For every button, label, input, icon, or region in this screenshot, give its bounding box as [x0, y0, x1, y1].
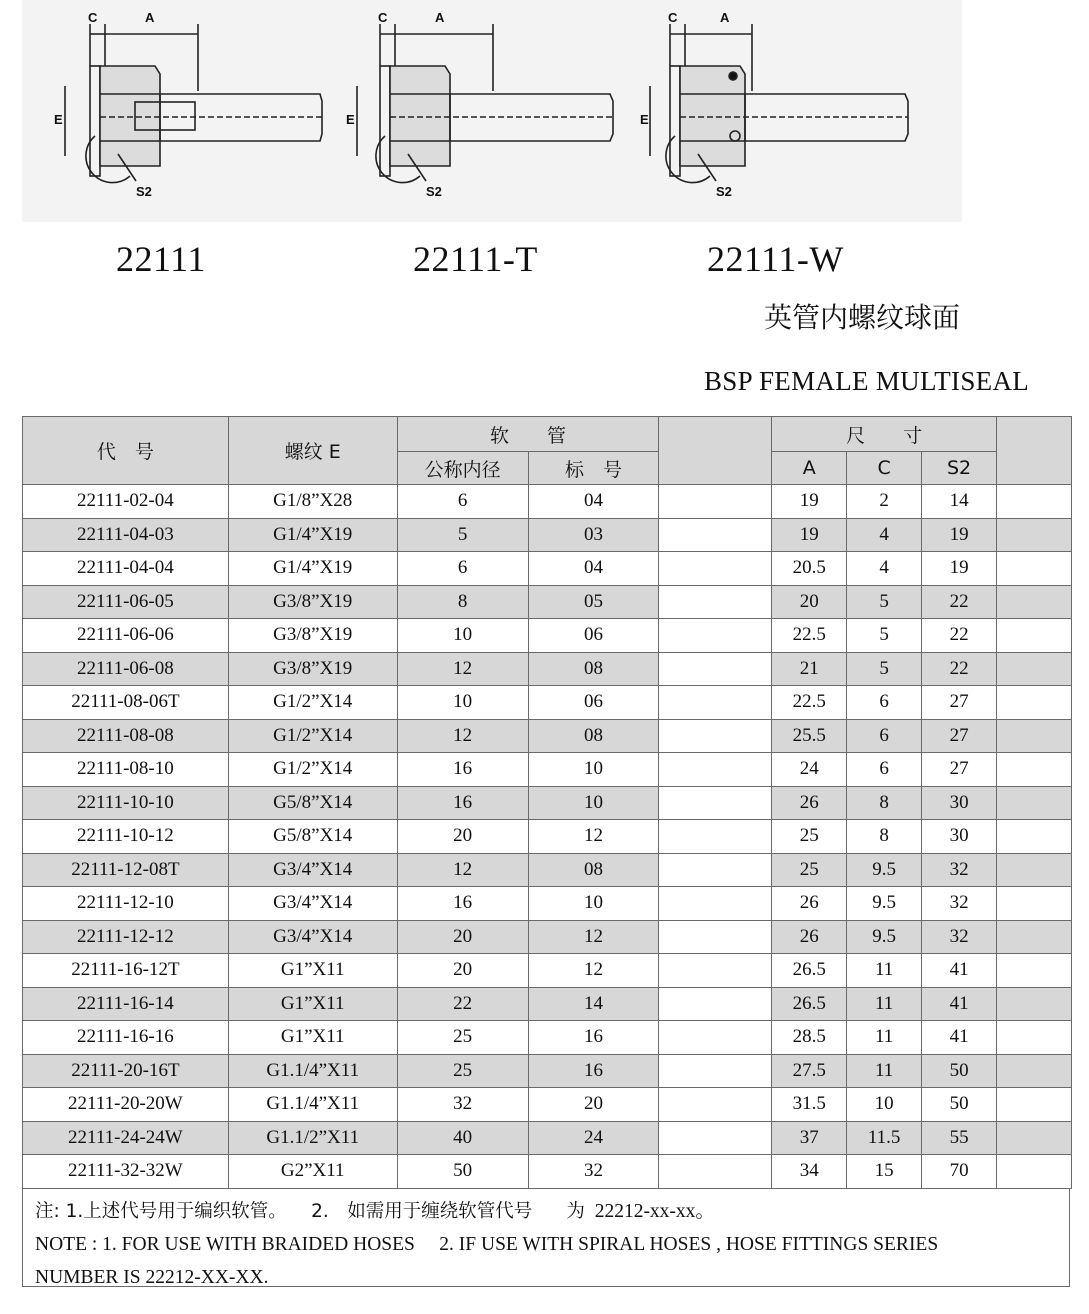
cell-blank — [659, 518, 772, 552]
cell-dim-s2: 14 — [922, 485, 997, 519]
model-label-22111: 22111 — [116, 239, 206, 279]
cell-dim-c: 5 — [847, 585, 922, 619]
cell-code: 22111-08-08 — [23, 719, 229, 753]
table-row — [23, 1088, 1072, 1122]
cell-code: 22111-06-06 — [23, 619, 229, 653]
cell-thread: G5/8”X14 — [228, 820, 397, 854]
table-row — [23, 820, 1072, 854]
table-row — [23, 518, 1072, 552]
cell-blank — [659, 585, 772, 619]
note-cn-3: 为 — [566, 1201, 585, 1222]
header-thread: 螺纹 E — [228, 417, 397, 485]
table-row — [23, 1121, 1072, 1155]
cell-blank — [659, 786, 772, 820]
cell-thread: G3/4”X14 — [228, 920, 397, 954]
cell-code: 22111-16-16 — [23, 1021, 229, 1055]
cell-dim-s2: 27 — [922, 719, 997, 753]
table-row — [23, 552, 1072, 586]
table-row — [23, 1021, 1072, 1055]
cell-blank — [659, 719, 772, 753]
cell-blank — [659, 1021, 772, 1055]
spec-table — [22, 416, 1072, 1189]
table-row — [23, 954, 1072, 988]
cell-blank — [659, 1054, 772, 1088]
cell-thread: G1/2”X14 — [228, 686, 397, 720]
cell-dim-c: 11.5 — [847, 1121, 922, 1155]
cell-dim-c: 9.5 — [847, 920, 922, 954]
dim-a-label: A — [720, 10, 730, 25]
cell-thread: G2”X11 — [228, 1155, 397, 1189]
dim-a-label: A — [145, 10, 155, 25]
table-row — [23, 853, 1072, 887]
cell-code: 22111-08-06T — [23, 686, 229, 720]
cell-dim-a: 34 — [772, 1155, 847, 1189]
table-row — [23, 987, 1072, 1021]
cell-code: 22111-20-20W — [23, 1088, 229, 1122]
note-en-line-1: NOTE : 1. FOR USE WITH BRAIDED HOSES 2. IF USE WITH SPIRAL HOSES , HOSE FITTINGS SERIES — [35, 1234, 939, 1255]
cell-code: 22111-08-10 — [23, 753, 229, 787]
header-dims: 尺 寸 — [772, 417, 997, 452]
cell-code: 22111-10-12 — [23, 820, 229, 854]
dim-e-label: E — [640, 112, 649, 127]
cell-blank-right — [997, 853, 1072, 887]
cell-dim-s2: 41 — [922, 954, 997, 988]
cell-blank — [659, 920, 772, 954]
cell-blank — [659, 1088, 772, 1122]
cell-dim-s2: 30 — [922, 786, 997, 820]
cell-thread: G1/8”X28 — [228, 485, 397, 519]
cell-dim-s2: 30 — [922, 820, 997, 854]
cell-dim-c: 10 — [847, 1088, 922, 1122]
table-row — [23, 1054, 1072, 1088]
cell-blank-right — [997, 820, 1072, 854]
dim-c-label: C — [378, 10, 388, 25]
cell-dim-a: 31.5 — [772, 1088, 847, 1122]
cell-dim-c: 6 — [847, 686, 922, 720]
cell-hose-mark: 10 — [528, 786, 659, 820]
cell-hose-id: 22 — [397, 987, 528, 1021]
cell-thread: G1/2”X14 — [228, 753, 397, 787]
fitting-drawing-22111 — [50, 6, 340, 211]
cell-dim-a: 25 — [772, 820, 847, 854]
cell-dim-a: 26.5 — [772, 987, 847, 1021]
cell-hose-id: 16 — [397, 786, 528, 820]
cell-blank-right — [997, 1088, 1072, 1122]
fitting-drawing-22111-w — [640, 6, 930, 211]
cell-hose-id: 50 — [397, 1155, 528, 1189]
dim-a-label: A — [435, 10, 445, 25]
cell-blank-right — [997, 686, 1072, 720]
cell-dim-s2: 32 — [922, 887, 997, 921]
cell-blank — [659, 1155, 772, 1189]
cell-blank-right — [997, 552, 1072, 586]
cell-code: 22111-12-08T — [23, 853, 229, 887]
cell-blank-right — [997, 619, 1072, 653]
cell-hose-mark: 12 — [528, 920, 659, 954]
cell-thread: G1.1/4”X11 — [228, 1054, 397, 1088]
cell-dim-c: 11 — [847, 987, 922, 1021]
cell-dim-c: 5 — [847, 652, 922, 686]
cell-blank-right — [997, 987, 1072, 1021]
cell-dim-a: 26 — [772, 887, 847, 921]
fitting-drawing-22111-t — [345, 6, 635, 211]
table-row — [23, 1155, 1072, 1189]
header-hose-id: 公称内径 — [397, 452, 528, 485]
table-row — [23, 485, 1072, 519]
cell-hose-id: 16 — [397, 887, 528, 921]
cell-hose-mark: 08 — [528, 719, 659, 753]
cell-hose-id: 5 — [397, 518, 528, 552]
notes-box — [22, 1189, 1070, 1287]
cell-thread: G1”X11 — [228, 987, 397, 1021]
cell-thread: G3/8”X19 — [228, 652, 397, 686]
cell-blank-right — [997, 753, 1072, 787]
cell-thread: G3/8”X19 — [228, 619, 397, 653]
spec-table-body — [23, 485, 1072, 1189]
cell-dim-a: 26 — [772, 920, 847, 954]
note-cn-1: 注: 1.上述代号用于编织软管。 — [35, 1201, 287, 1222]
cell-dim-c: 8 — [847, 786, 922, 820]
note-en-line-2: NUMBER IS 22212-XX-XX. — [35, 1267, 269, 1288]
cell-hose-mark: 16 — [528, 1054, 659, 1088]
cell-dim-c: 5 — [847, 619, 922, 653]
cell-blank — [659, 853, 772, 887]
cell-hose-id: 20 — [397, 920, 528, 954]
dim-s2-label: S2 — [136, 184, 152, 199]
drawing-22111-t — [345, 6, 635, 211]
cell-code: 22111-16-12T — [23, 954, 229, 988]
cell-code: 22111-06-08 — [23, 652, 229, 686]
cell-dim-s2: 32 — [922, 853, 997, 887]
header-dim-s2: S2 — [922, 452, 997, 485]
cell-dim-a: 22.5 — [772, 619, 847, 653]
dim-e-label: E — [54, 112, 63, 127]
cell-dim-s2: 50 — [922, 1054, 997, 1088]
cell-dim-a: 19 — [772, 485, 847, 519]
cell-dim-c: 2 — [847, 485, 922, 519]
cell-blank — [659, 1121, 772, 1155]
header-code: 代 号 — [23, 417, 229, 485]
cell-code: 22111-32-32W — [23, 1155, 229, 1189]
cell-hose-id: 16 — [397, 753, 528, 787]
cell-thread: G1/4”X19 — [228, 552, 397, 586]
cell-blank-right — [997, 518, 1072, 552]
cell-dim-s2: 19 — [922, 518, 997, 552]
cell-hose-mark: 10 — [528, 753, 659, 787]
cell-dim-s2: 70 — [922, 1155, 997, 1189]
cell-hose-mark: 12 — [528, 954, 659, 988]
cell-code: 22111-12-10 — [23, 887, 229, 921]
cell-hose-id: 25 — [397, 1054, 528, 1088]
dim-c-label: C — [668, 10, 678, 25]
cell-blank — [659, 686, 772, 720]
table-row — [23, 719, 1072, 753]
cell-dim-c: 11 — [847, 1054, 922, 1088]
cell-hose-id: 12 — [397, 652, 528, 686]
cell-hose-mark: 08 — [528, 652, 659, 686]
cell-dim-a: 19 — [772, 518, 847, 552]
cell-blank — [659, 820, 772, 854]
cell-blank-right — [997, 652, 1072, 686]
cell-dim-s2: 22 — [922, 585, 997, 619]
drawing-22111 — [50, 6, 340, 211]
cell-dim-a: 24 — [772, 753, 847, 787]
cell-hose-mark: 03 — [528, 518, 659, 552]
cell-thread: G1”X11 — [228, 1021, 397, 1055]
cell-dim-a: 27.5 — [772, 1054, 847, 1088]
cell-dim-a: 20 — [772, 585, 847, 619]
cell-hose-mark: 12 — [528, 820, 659, 854]
dim-c-label: C — [88, 10, 98, 25]
table-row — [23, 753, 1072, 787]
dim-s2-label: S2 — [716, 184, 732, 199]
cell-blank — [659, 887, 772, 921]
cell-blank-right — [997, 1054, 1072, 1088]
cell-blank — [659, 954, 772, 988]
drawing-22111-w — [640, 6, 930, 211]
cell-code: 22111-06-05 — [23, 585, 229, 619]
cell-hose-id: 20 — [397, 820, 528, 854]
cell-dim-c: 9.5 — [847, 887, 922, 921]
cell-dim-c: 11 — [847, 1021, 922, 1055]
cell-code: 22111-16-14 — [23, 987, 229, 1021]
cell-blank-right — [997, 1155, 1072, 1189]
cell-hose-id: 10 — [397, 686, 528, 720]
header-hose: 软 管 — [397, 417, 659, 452]
cell-dim-s2: 32 — [922, 920, 997, 954]
cell-dim-a: 28.5 — [772, 1021, 847, 1055]
cell-dim-a: 37 — [772, 1121, 847, 1155]
cell-hose-mark: 06 — [528, 686, 659, 720]
cell-hose-mark: 08 — [528, 853, 659, 887]
cell-dim-s2: 22 — [922, 619, 997, 653]
cell-thread: G1/2”X14 — [228, 719, 397, 753]
cell-dim-s2: 27 — [922, 686, 997, 720]
cell-blank-right — [997, 1121, 1072, 1155]
cell-dim-s2: 22 — [922, 652, 997, 686]
cell-hose-id: 6 — [397, 485, 528, 519]
cell-hose-id: 12 — [397, 719, 528, 753]
dim-e-label: E — [346, 112, 355, 127]
cell-blank-right — [997, 887, 1072, 921]
cell-hose-mark: 16 — [528, 1021, 659, 1055]
cell-hose-id: 8 — [397, 585, 528, 619]
cell-dim-c: 4 — [847, 518, 922, 552]
cell-code: 22111-02-04 — [23, 485, 229, 519]
cell-code: 22111-10-10 — [23, 786, 229, 820]
cell-hose-mark: 20 — [528, 1088, 659, 1122]
header-dim-a: A — [772, 452, 847, 485]
cell-thread: G3/4”X14 — [228, 853, 397, 887]
cell-blank — [659, 987, 772, 1021]
cell-blank — [659, 485, 772, 519]
model-label-22111-t: 22111-T — [413, 239, 538, 279]
dim-s2-label: S2 — [426, 184, 442, 199]
cell-dim-c: 11 — [847, 954, 922, 988]
note-cn-2: 2. 如需用于缠绕软管代号 — [311, 1201, 533, 1222]
cell-hose-mark: 32 — [528, 1155, 659, 1189]
cell-hose-mark: 05 — [528, 585, 659, 619]
table-row — [23, 686, 1072, 720]
cell-dim-s2: 41 — [922, 1021, 997, 1055]
cell-blank — [659, 753, 772, 787]
cell-thread: G1.1/4”X11 — [228, 1088, 397, 1122]
cell-hose-id: 25 — [397, 1021, 528, 1055]
cell-dim-s2: 27 — [922, 753, 997, 787]
cell-thread: G1.1/2”X11 — [228, 1121, 397, 1155]
cell-thread: G1/4”X19 — [228, 518, 397, 552]
cell-blank — [659, 619, 772, 653]
cell-dim-c: 6 — [847, 719, 922, 753]
cell-blank-right — [997, 920, 1072, 954]
cell-dim-a: 20.5 — [772, 552, 847, 586]
cell-dim-a: 25 — [772, 853, 847, 887]
table-row — [23, 619, 1072, 653]
cell-thread: G3/4”X14 — [228, 887, 397, 921]
cell-thread: G3/8”X19 — [228, 585, 397, 619]
cell-dim-s2: 19 — [922, 552, 997, 586]
cell-code: 22111-20-16T — [23, 1054, 229, 1088]
cell-hose-id: 20 — [397, 954, 528, 988]
cell-dim-s2: 41 — [922, 987, 997, 1021]
english-title: BSP FEMALE MULTISEAL — [704, 366, 1030, 396]
table-row — [23, 652, 1072, 686]
cell-dim-c: 6 — [847, 753, 922, 787]
cell-dim-a: 26 — [772, 786, 847, 820]
header-dim-c: C — [847, 452, 922, 485]
chinese-title: 英管内螺纹球面 — [764, 301, 961, 334]
header-blank-right — [997, 417, 1072, 485]
cell-dim-a: 26.5 — [772, 954, 847, 988]
header-blank — [659, 417, 772, 485]
cell-hose-id: 10 — [397, 619, 528, 653]
cell-dim-s2: 50 — [922, 1088, 997, 1122]
cell-code: 22111-04-04 — [23, 552, 229, 586]
cell-dim-a: 21 — [772, 652, 847, 686]
cell-hose-id: 6 — [397, 552, 528, 586]
note-cn-code: 22212-xx-xx。 — [594, 1201, 715, 1222]
table-row — [23, 786, 1072, 820]
cell-code: 22111-12-12 — [23, 920, 229, 954]
cell-blank-right — [997, 786, 1072, 820]
cell-hose-mark: 14 — [528, 987, 659, 1021]
cell-hose-id: 12 — [397, 853, 528, 887]
cell-dim-c: 8 — [847, 820, 922, 854]
cell-code: 22111-04-03 — [23, 518, 229, 552]
header-hose-mark: 标 号 — [528, 452, 659, 485]
cell-hose-mark: 04 — [528, 485, 659, 519]
cell-dim-s2: 55 — [922, 1121, 997, 1155]
cell-blank — [659, 552, 772, 586]
cell-hose-mark: 04 — [528, 552, 659, 586]
cell-hose-id: 32 — [397, 1088, 528, 1122]
cell-dim-c: 4 — [847, 552, 922, 586]
cell-hose-mark: 10 — [528, 887, 659, 921]
cell-blank-right — [997, 719, 1072, 753]
cell-dim-c: 9.5 — [847, 853, 922, 887]
cell-hose-mark: 06 — [528, 619, 659, 653]
table-row — [23, 920, 1072, 954]
table-row — [23, 887, 1072, 921]
model-label-22111-w: 22111-W — [707, 239, 844, 279]
cell-dim-a: 22.5 — [772, 686, 847, 720]
cell-thread: G1”X11 — [228, 954, 397, 988]
cell-dim-a: 25.5 — [772, 719, 847, 753]
table-row — [23, 585, 1072, 619]
cell-blank-right — [997, 954, 1072, 988]
cell-blank-right — [997, 585, 1072, 619]
cell-code: 22111-24-24W — [23, 1121, 229, 1155]
cell-hose-mark: 24 — [528, 1121, 659, 1155]
cell-blank — [659, 652, 772, 686]
cell-thread: G5/8”X14 — [228, 786, 397, 820]
cell-hose-id: 40 — [397, 1121, 528, 1155]
cell-blank-right — [997, 485, 1072, 519]
cell-blank-right — [997, 1021, 1072, 1055]
cell-dim-c: 15 — [847, 1155, 922, 1189]
